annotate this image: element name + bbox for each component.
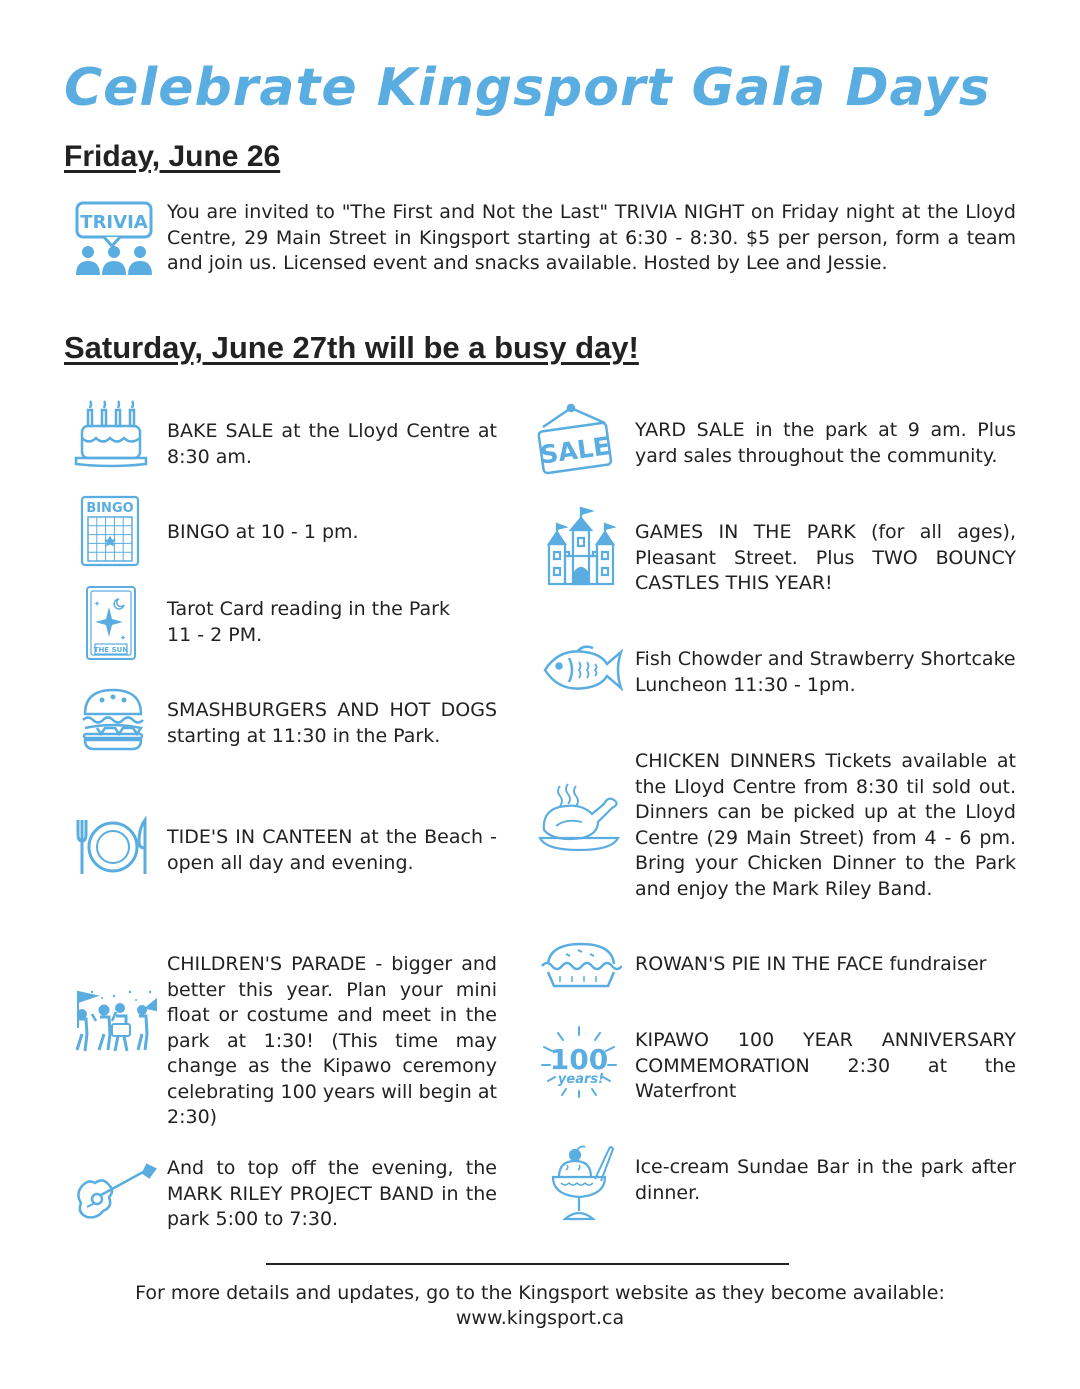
band-description: And to top off the evening, the MARK RILEY PROJECT BAND in the park 5:00 to 7:30. xyxy=(167,1157,497,1230)
plate-cutlery-icon xyxy=(75,816,151,878)
tarot-card-icon xyxy=(85,585,137,661)
sundae-bar-description: Ice-cream Sundae Bar in the park after dinner. xyxy=(635,1156,1016,1204)
parade-icon xyxy=(72,988,158,1054)
yard-sale-description: YARD SALE in the park at 9 am. Plus yard sales throughout the community. xyxy=(635,419,1016,467)
castle-icon xyxy=(541,506,621,586)
footer-divider xyxy=(266,1263,789,1265)
page-title: Celebrate Kingsport Gala Days xyxy=(64,58,991,118)
svg-text:years!: years! xyxy=(557,1072,605,1087)
tarot-reading-description: Tarot Card reading in the Park 11 - 2 PM. xyxy=(167,598,450,646)
games-in-park-description: GAMES IN THE PARK (for all ages), Pleasant Street. Plus TWO BOUNCY CASTLES THIS YEAR! xyxy=(635,521,1016,594)
svg-text:THE SUN: THE SUN xyxy=(93,646,129,654)
childrens-parade-description: CHILDREN'S PARADE - bigger and better this year. Plan your mini float or costume and meet in the park at 1:30! (This time may change as the Kipawo ceremony celebrating 100 years will begin at 2:30) xyxy=(167,953,497,1128)
guitar-icon xyxy=(75,1163,157,1219)
ice-cream-sundae-icon xyxy=(551,1143,615,1223)
footer-text: For more details and updates, go to the Kingsport website as they become available: xyxy=(135,1282,945,1304)
svg-text:SALE: SALE xyxy=(538,431,613,470)
pie-in-face-description: ROWAN'S PIE IN THE FACE fundraiser xyxy=(635,953,987,975)
fish-icon xyxy=(541,644,623,696)
roast-chicken-icon xyxy=(538,782,620,852)
chicken-dinners-description: CHICKEN DINNERS Tickets available at the Lloyd Centre from 8:30 til sold out. Dinners can be picked up at the Lloyd Centre (29 Main Street) from 4 - 6 pm. Bring your Chicken Dinner to the Park and enjoy the Mark Riley Band. xyxy=(635,750,1016,900)
kipawo-anniversary-description: KIPAWO 100 YEAR ANNIVERSARY COMMEMORATION 2:30 at the Waterfront xyxy=(635,1029,1016,1102)
trivia-icon xyxy=(74,200,154,276)
friday-heading: Friday, June 26 xyxy=(64,140,281,173)
website-link[interactable]: www.kingsport.ca xyxy=(455,1307,625,1329)
bingo-description: BINGO at 10 - 1 pm. xyxy=(167,521,359,543)
birthday-cake-icon xyxy=(74,400,148,468)
bake-sale-description: BAKE SALE at the Lloyd Centre at 8:30 am. xyxy=(167,420,497,468)
svg-text:TRIVIA: TRIVIA xyxy=(80,212,148,233)
pie-icon xyxy=(540,940,622,990)
canteen-description: TIDE'S IN CANTEEN at the Beach - open all day and evening. xyxy=(167,826,497,874)
saturday-heading: Saturday, June 27th will be a busy day! xyxy=(64,330,639,365)
fish-chowder-description: Fish Chowder and Strawberry Shortcake Luncheon 11:30 - 1pm. xyxy=(635,648,1016,696)
burger-icon xyxy=(80,686,146,752)
100-years-badge-icon xyxy=(538,1025,620,1099)
svg-text:BINGO: BINGO xyxy=(86,501,134,516)
sale-sign-icon xyxy=(537,403,613,477)
bingo-card-icon xyxy=(80,495,140,567)
svg-text:100: 100 xyxy=(549,1043,609,1076)
smashburgers-description: SMASHBURGERS AND HOT DOGS starting at 11:30 in the Park. xyxy=(167,699,497,747)
trivia-night-description: You are invited to "The First and Not the Last" TRIVIA NIGHT on Friday night at the Lloyd Centre, 29 Main Street in Kingsport starting at 6:30 - 8:30. $5 per person, form a team and join us. Licensed event and snacks available. Hosted by Lee and Jessie. xyxy=(167,201,1016,274)
